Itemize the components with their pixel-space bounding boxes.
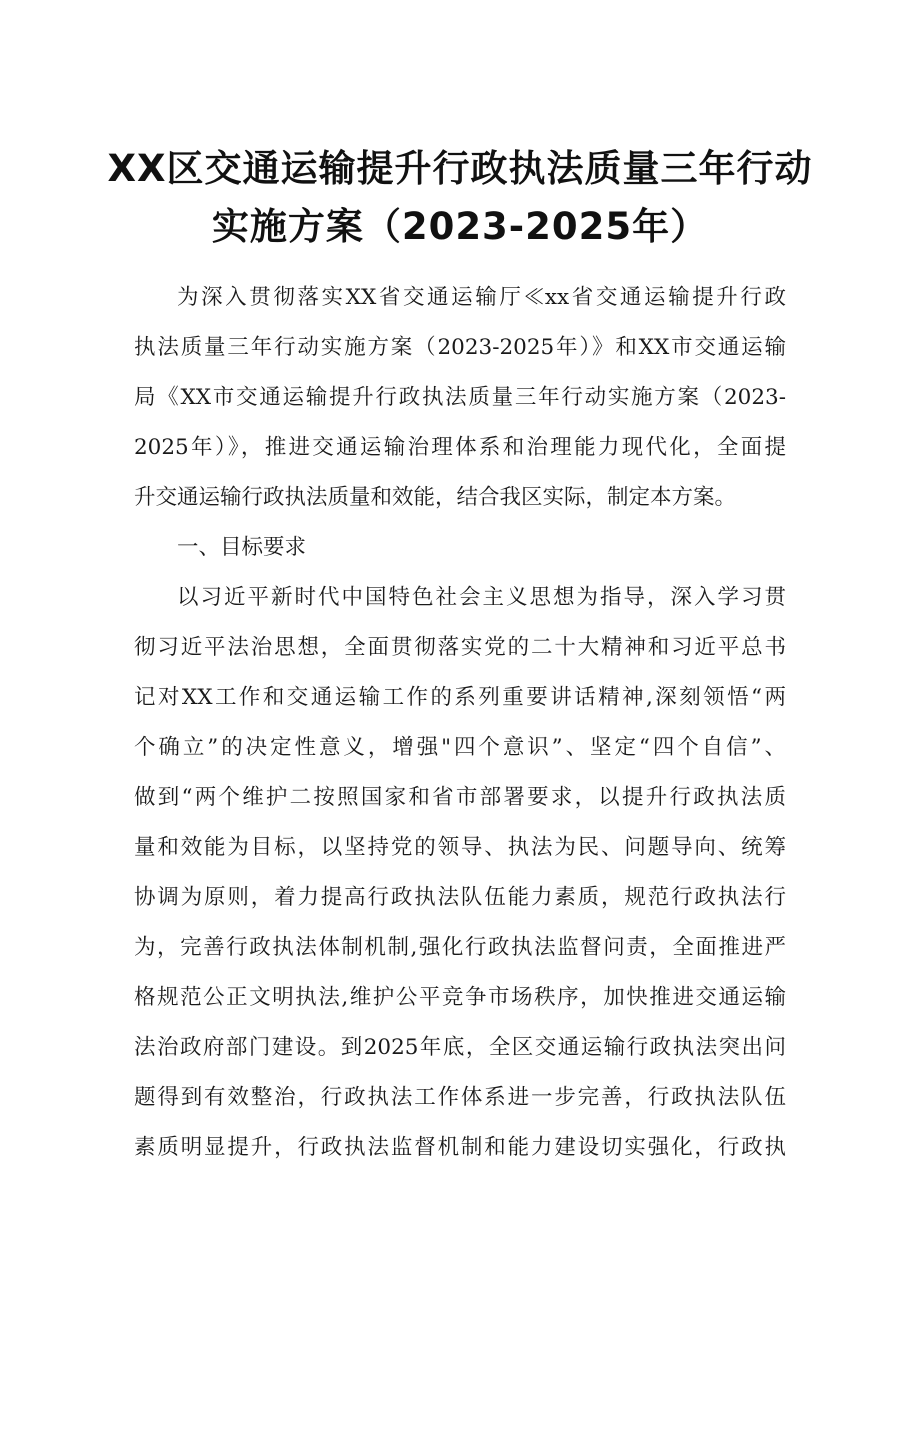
intro-paragraph-line: 2025年）》，推进交通运输治理体系和治理能力现代化，全面提: [134, 435, 786, 460]
section-paragraph-line: 彻习近平法治思想，全面贯彻落实党的二十大精神和习近平总书: [134, 635, 786, 660]
section-paragraph-line: 格规范公正文明执法,维护公平竞争市场秩序，加快推进交通运输: [134, 985, 786, 1010]
section-paragraph-line: 协调为原则，着力提高行政执法队伍能力素质，规范行政执法行: [134, 885, 786, 910]
section-paragraph-line: 法治政府部门建设。到2025年底，全区交通运输行政执法突出问: [134, 1035, 786, 1060]
section-heading: 一、目标要求: [177, 535, 307, 560]
section-paragraph-line: 为，完善行政执法体制机制,强化行政执法监督问责，全面推进严: [134, 935, 786, 960]
section-paragraph-line: 以习近平新时代中国特色社会主义思想为指导，深入学习贯: [177, 585, 786, 610]
intro-paragraph-line: 执法质量三年行动实施方案（2023-2025年）》和XX市交通运输: [134, 335, 786, 360]
document-title-line-2: 实施方案（2023-2025年）: [211, 205, 709, 248]
section-paragraph-line: 个确立”的决定性意义，增强"四个意识”、坚定“四个自信”、: [134, 735, 786, 760]
document-body: [134, 283, 786, 1443]
intro-paragraph-line: 局《XX市交通运输提升行政执法质量三年行动实施方案（2023-: [134, 385, 786, 410]
intro-paragraph-line: 为深入贯彻落实XX省交通运输厅≪xx省交通运输提升行政: [177, 285, 786, 310]
section-paragraph-line: 量和效能为目标，以坚持党的领导、执法为民、问题导向、统筹: [134, 835, 786, 860]
section-paragraph-line: 做到“两个维护二按照国家和省市部署要求，以提升行政执法质: [134, 785, 786, 810]
intro-paragraph-line: 升交通运输行政执法质量和效能，结合我区实际，制定本方案。: [134, 485, 737, 510]
document-title-line-1: XX区交通运输提升行政执法质量三年行动: [107, 147, 813, 190]
section-paragraph-line: 记对XX工作和交通运输工作的系列重要讲话精神,深刻领悟“两: [134, 685, 786, 710]
section-paragraph-line: 题得到有效整治，行政执法工作体系进一步完善，行政执法队伍: [134, 1085, 786, 1110]
section-paragraph-line: 素质明显提升，行政执法监督机制和能力建设切实强化，行政执: [134, 1135, 786, 1160]
